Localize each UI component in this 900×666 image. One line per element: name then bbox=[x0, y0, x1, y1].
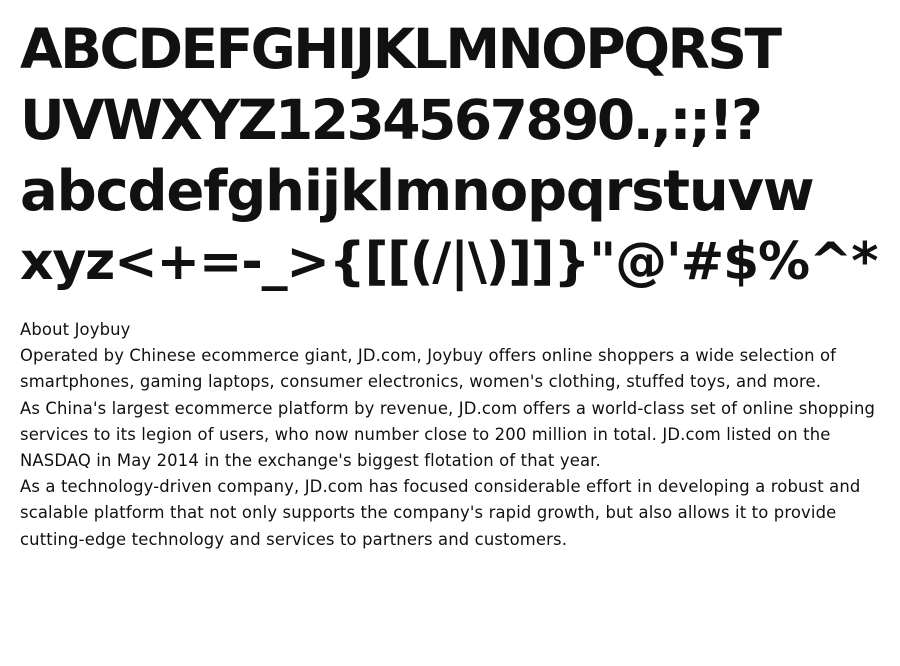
glyph-specimen bbox=[20, 14, 890, 298]
about-heading: About Joybuy bbox=[20, 320, 131, 339]
specimen-line-uppercase-digits: UVWXYZ1234567890.,:;!? bbox=[20, 88, 761, 152]
specimen-line-lowercase: abcdefghijklmnopqrstuvw bbox=[20, 159, 814, 224]
specimen-line-symbols: xyz<+=-_>{[[(/|\)]]}"@'#$%^* bbox=[20, 232, 878, 292]
about-section bbox=[20, 317, 890, 553]
about-paragraph-1: Operated by Chinese ecommerce giant, JD.com, Joybuy offers online shoppers a wide selection of smartphones, gaming laptops, consumer electronics, women's clothing, stuffed toys, and more. bbox=[20, 346, 837, 392]
specimen-line-uppercase: ABCDEFGHIJKLMNOPQRST bbox=[20, 17, 780, 81]
about-paragraph-3: As a technology-driven company, JD.com has focused considerable effort in developing a robust and scalable platform that not only supports the company's rapid growth, but also allows it to provide cutting-edge technology and services to partners and customers. bbox=[20, 477, 861, 549]
about-paragraph-2: As China's largest ecommerce platform by revenue, JD.com offers a world-class set of online shopping services to its legion of users, who now number close to 200 million in total. JD.com listed on the NASDAQ in May 2014 in the exchange's biggest flotation of that year. bbox=[20, 398, 876, 471]
